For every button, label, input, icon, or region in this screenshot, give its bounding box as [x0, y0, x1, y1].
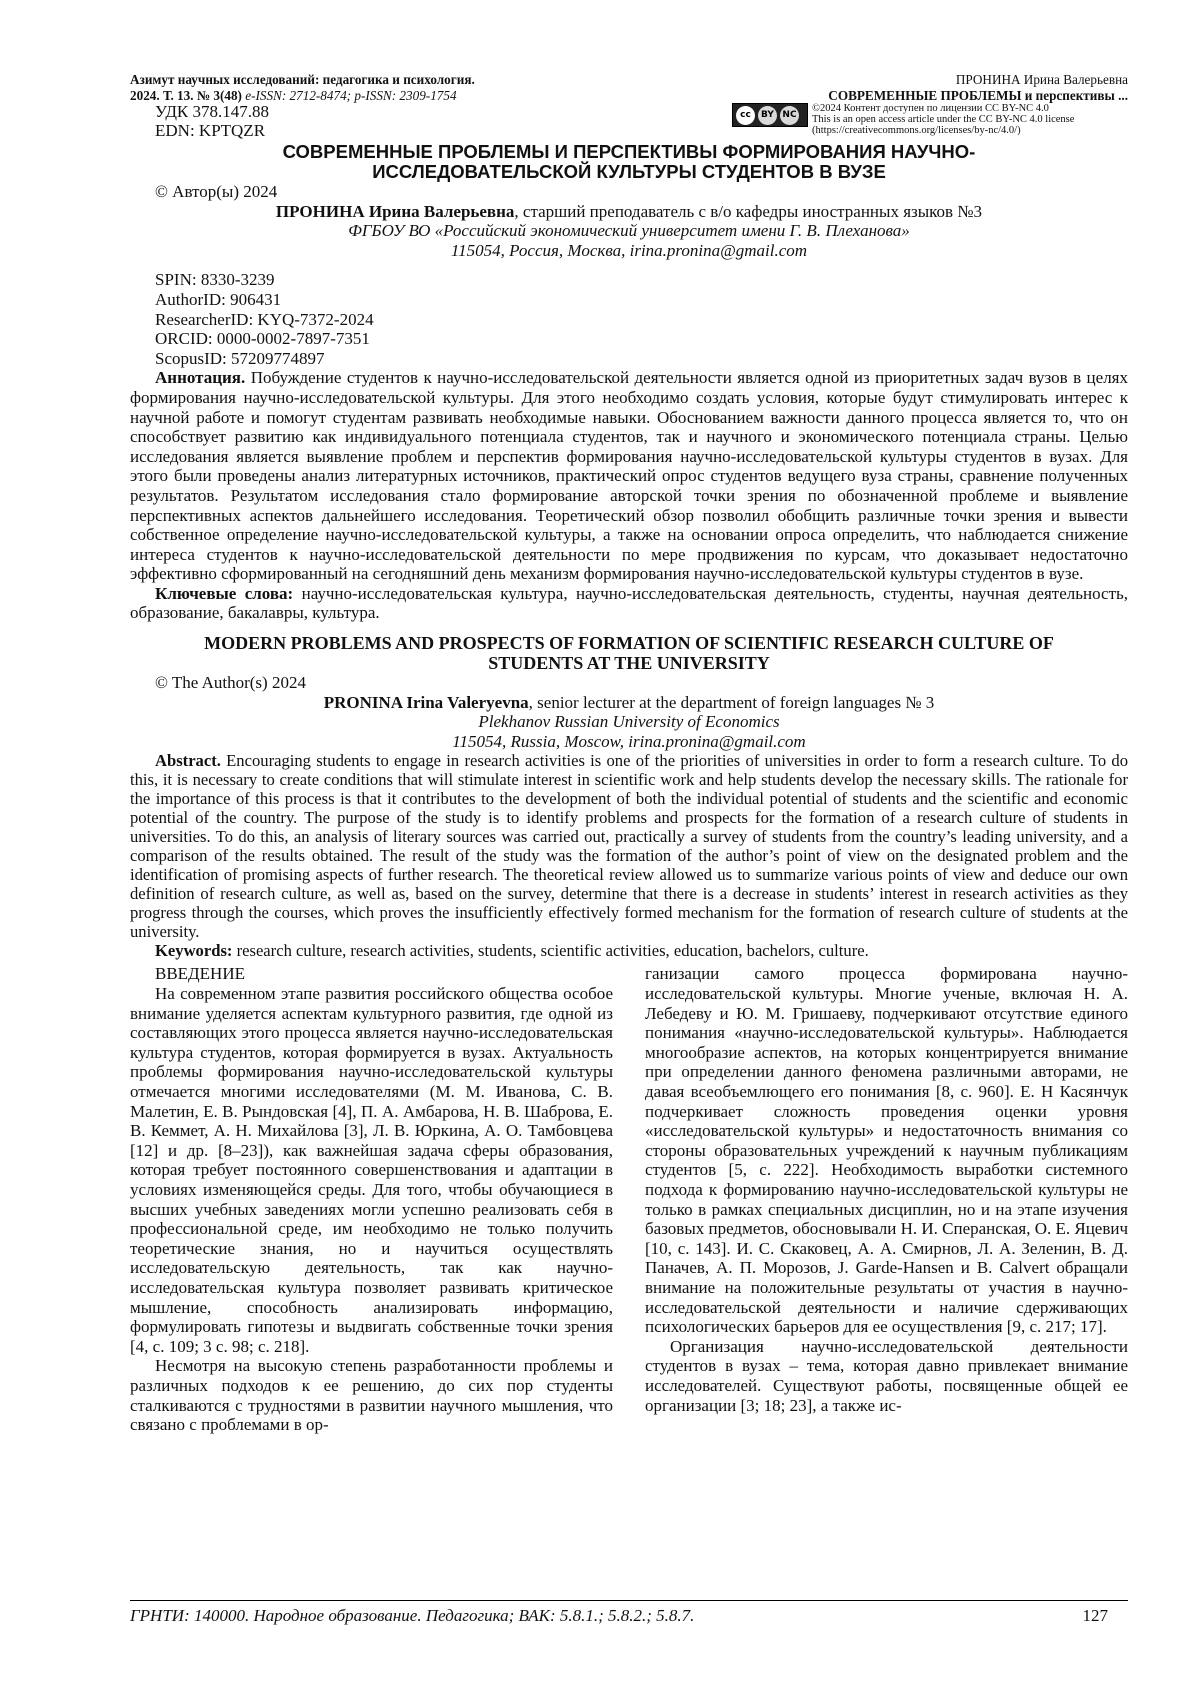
- address-ru: 115054, Россия, Москва, irina.pronina@gmail.com: [450, 240, 808, 260]
- journal-volume: 2024. Т. 13. № 3(48): [130, 88, 242, 103]
- udk-code: УДК 378.147.88: [155, 102, 270, 121]
- license-url[interactable]: (https://creativecommons.org/licenses/by-nc/4.0/): [812, 125, 1021, 136]
- abstract-ru: [130, 368, 1128, 584]
- page-footer: [130, 1606, 1128, 1626]
- abstract-text-en: Encouraging students to engage in research activities is one of the priorities of universities in order to form a research culture. To do this, it is necessary to create conditions that will stimulate interest in scientific work and help students develop the necessary skills. The rationale for the importance of this process is that it contributes to the development of both the individual potential of students and the scientific and economic potential of the country. The purpose of the study is to identify problems and prospects for the formation of a research culture of students in universities. To do this, an analysis of literary sources was carried out, practically a survey of students from the country’s leading university, and a comparison of the results obtained. The result of the study was the formation of the author’s point of view on the designated problem and the identification of promising aspects of further research. The theoretical review allowed us to summarize various points of view and deduce our own definition of research culture, as well as, based on the survey, determine that there is a decrease in students’ interest in research activities as they progress through the courses, which proves the insufficiently effectively formed mechanism for the formation of research culture of students at the university.: [130, 751, 1128, 942]
- keywords-ru: [130, 584, 1128, 623]
- nc-icon: NC: [780, 106, 799, 125]
- body-paragraph: ганизации самого процесса формирована научно-исследовательской культуры. Многие ученые, включая Н. А. Лебедеву и Ю. М. Гришаеву, подчеркивают отсутствие единого понимания «научно-исследовательской культуры». Наблюдается многообразие аспектов, на которых концентрируется внимание при определении данного феномена различными авторами, не давая всеобъемлющего его понимания [8, с. 960]. Е. Н Касянчук подчеркивает сложность проведения оценки уровня «исследовательской культуры» и недостаточность внимания со стороны образовательных учреждений к научным публикациям студентов [5, с. 222]. Необходимость выработки системного подхода к формированию научно-исследовательской культуры не только в рамках специальных дисциплин, но и на этапе изучения базовых предметов, обосновывали Н. И. Сперанская, О. Е. Яцевич [10, с. 143]. И. С. Скаковец, А. А. Смирнов, Л. А. Зеленин, В. Д. Паначев, А. П. Морозов, J. Garde-Hansen и B. Calvert обращали внимание на положительные результаты от участия в научно-исследовательской деятельности и наличие сдерживающих психологических барьеров для ее осуществления [9, с. 217; 17].: [645, 964, 1129, 1337]
- copyright-en: © The Author(s) 2024: [155, 673, 306, 693]
- abstract-text-ru: Побуждение студентов к научно-исследовательской деятельности является одной из приоритетных задач вузов в целях формирования научно-исследовательской культуры. Для этого необходимо создать условия, которые будут стимулировать интерес к научной работе и помогут студентам развивать необходимые навыки. Обоснованием важности данного процесса является то, что он способствует развитию как индивидуального потенциала студентов, так и научного и экономического потенциала страны. Целью исследования является выявление проблем и перспектив формирования научно-исследовательской культуры студентов в вузах. Для этого были проведены анализ литературных источников, практический опрос студентов ведущего вуза страны, сравнение полученных результатов. Результатом исследования стало формирование авторской точки зрения по обозначенной проблеме и выявление перспективных аспектов дальнейшего исследования. Теоретический обзор позволил обобщить различные точки зрения и вывести собственное определение научно-исследовательской культуры, а также на основании опроса определить, что наблюдается снижение интереса студентов к научно-исследовательской деятельности по мере продвижения по курсам, что доказывает недостаточно эффективно сформированный на сегодняшний день механизм формирования научно-исследовательской культуры студентов в вузе.: [130, 368, 1128, 584]
- body-paragraph: На современном этапе развития российского общества особое внимание уделяется аспектам культурного развития, где одной из составляющих этого процесса является научно-исследовательская культура студентов, которая формируется в вузах. Актуальность проблемы формирования научно-исследовательской культуры отмечается многими исследователями (М. М. Иванова, С. В. Малетин, Е. В. Рындовская [4], П. А. Амбарова, Н. В. Шаброва, Е. В. Кеммет, А. Н. Михайлова [3], Л. В. Юркина, А. О. Тамбовцева [12] и др. [8–23]), как важнейшая задача сферы образования, которая требует постоянного совершенствования и адаптации в условиях изменяющейся среды. Для того, чтобы обучающиеся в высших учебных заведениях могли успешно реализовать себя в профессиональной среде, им необходимо не только получить теоретические знания, но и научиться осуществлять исследовательскую деятельность, так как научно-исследовательская культура позволяет развивать критическое мышление, способность анализировать информацию, формулировать гипотезы и выдвигать собственные точки зрения [4, с. 109; 3 с. 98; с. 218].: [130, 984, 613, 1356]
- abstract-label-en: Abstract.: [155, 751, 221, 771]
- affiliation-ru: ФГБОУ ВО «Российский экономический университет имени Г. В. Плеханова»: [348, 221, 910, 241]
- body-paragraph: Организация научно-исследовательской деятельности студентов в вузах – тема, которая давно привлекает внимание исследователей. Существуют работы, посвященные общей ее организации [3; 18; 23], а также ис-: [645, 1336, 1128, 1415]
- author-role-en: , senior lecturer at the department of foreign languages № 3: [528, 692, 935, 712]
- running-header: [130, 68, 1128, 102]
- journal-issn: e-ISSN: 2712-8474; p-ISSN: 2309-1754: [245, 88, 457, 103]
- running-short-title: СОВРЕМЕННЫЕ ПРОБЛЕМЫ и перспективы ...: [828, 88, 1128, 103]
- classification-codes: ГРНТИ: 140000. Народное образование. Педагогика; ВАК: 5.8.1.; 5.8.2.; 5.8.7.: [130, 1606, 695, 1625]
- cc-license-icon[interactable]: [732, 103, 808, 127]
- spin-id: SPIN: 8330-3239: [155, 270, 275, 290]
- article-title-ru: СОВРЕМЕННЫЕ ПРОБЛЕМЫ И ПЕРСПЕКТИВЫ ФОРМИРОВАНИЯ НАУЧНО-ИССЛЕДОВАТЕЛЬСКОЙ КУЛЬТУРЫ СТУДЕНТОВ В ВУЗЕ: [282, 141, 976, 182]
- author-block-en: [130, 673, 1128, 960]
- keywords-text-en: research culture, research activities, students, scientific activities, education, bachelors, culture.: [236, 941, 869, 961]
- abstract-en: [130, 751, 1128, 941]
- body-columns: [130, 964, 1128, 1434]
- journal-info: [130, 72, 475, 104]
- address-en: 115054, Russia, Moscow, irina.pronina@gmail.com: [452, 731, 806, 751]
- affiliation-en: Plekhanov Russian University of Economics: [478, 712, 780, 732]
- keywords-text-ru: научно-исследовательская культура, научно-исследовательская деятельность, студенты, научная деятельность, образование, бакалавры, культура.: [130, 583, 1129, 623]
- author-id: AuthorID: 906431: [155, 289, 282, 309]
- running-author: ПРОНИНА Ирина Валерьевна: [955, 72, 1128, 87]
- body-paragraph: Несмотря на высокую степень разработанности проблемы и различных подходов к ее решению, до сих пор студенты сталкиваются с трудностями в развитии научного мышления, что связано с проблемами в ор-: [130, 1356, 613, 1435]
- license-block: [732, 103, 1112, 136]
- article-meta: [130, 102, 1128, 142]
- edn-code: EDN: KPTQZR: [155, 121, 266, 140]
- copyright-ru: © Автор(ы) 2024: [155, 182, 278, 201]
- license-text: [812, 103, 1112, 136]
- article-title-en: MODERN PROBLEMS AND PROSPECTS OF FORMATION OF SCIENTIFIC RESEARCH CULTURE OF STUDENTS AT THE UNIVERSITY: [204, 633, 1054, 674]
- page-number: 127: [1082, 1606, 1108, 1625]
- footer-divider: [130, 1600, 1128, 1601]
- by-icon: BY: [758, 106, 777, 125]
- author-ids: [130, 270, 1128, 368]
- author-name-ru: ПРОНИНА Ирина Валерьевна: [275, 201, 515, 221]
- researcher-id: ResearcherID: KYQ-7372-2024: [155, 309, 374, 329]
- keywords-label-ru: Ключевые слова:: [155, 583, 294, 603]
- cc-icon: cc: [736, 106, 755, 125]
- keywords-label-en: Keywords:: [155, 941, 233, 961]
- article-page: [130, 68, 1128, 1435]
- author-block-ru: [130, 182, 1128, 623]
- keywords-en: [130, 941, 1128, 960]
- body-column-right: [645, 964, 1128, 1434]
- author-role-ru: , старший преподаватель с в/о кафедры иностранных языков №3: [514, 201, 983, 221]
- body-column-left: [130, 964, 613, 1434]
- article-running-title: [828, 72, 1128, 104]
- abstract-label-ru: Аннотация.: [155, 368, 246, 388]
- section-title: ВВЕДЕНИЕ: [155, 964, 245, 984]
- license-line-en: This is an open access article under the CC BY-NC 4.0 license: [812, 114, 1075, 125]
- license-line-ru: ©2024 Контент доступен по лицензии CC BY-NC 4.0: [812, 103, 1049, 114]
- orcid-id: ORCID: 0000-0002-7897-7351: [155, 329, 370, 349]
- scopus-id: ScopusID: 57209774897: [155, 348, 325, 368]
- author-name-en: PRONINA Irina Valeryevna: [323, 692, 529, 712]
- journal-name: Азимут научных исследований: педагогика и психология.: [130, 72, 475, 87]
